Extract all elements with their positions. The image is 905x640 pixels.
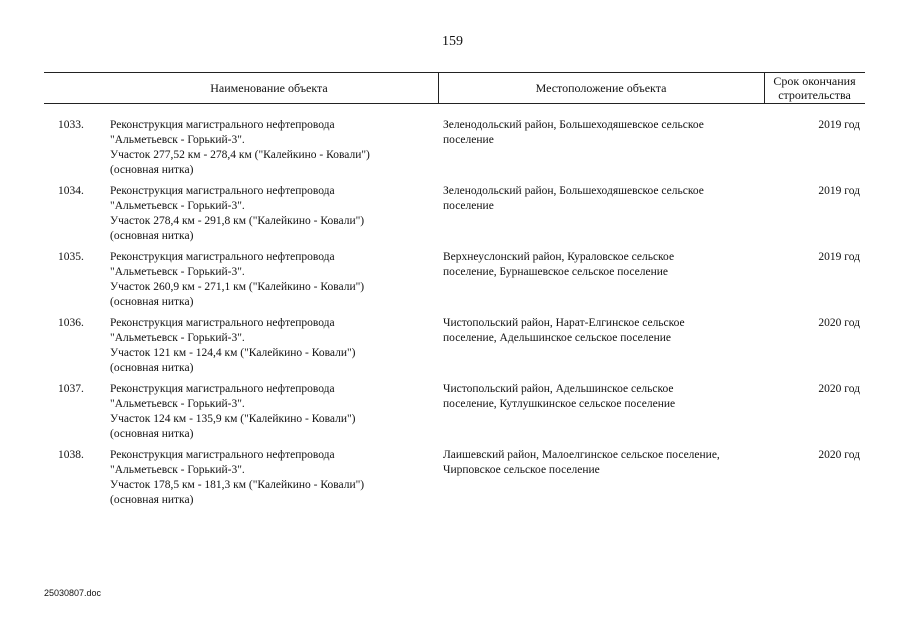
header-location: Местоположение объекта (535, 81, 667, 95)
object-name (110, 250, 430, 310)
object-location-line: поселение (443, 200, 494, 212)
row-number: 1038. (58, 449, 84, 461)
object-name-line: (основная нитка) (110, 428, 194, 440)
object-location-line: поселение (443, 134, 494, 146)
object-name-line: Участок 124 км - 135,9 км ("Калейкино - Ковали") (110, 413, 356, 425)
object-location (443, 316, 763, 346)
row-number: 1036. (58, 317, 84, 329)
construction-deadline: 2019 год (818, 119, 860, 131)
object-location-line: Чистопольский район, Нарат-Елгинское сельское (443, 317, 685, 329)
object-name-line: Реконструкция магистрального нефтепровода (110, 185, 335, 197)
row-number: 1037. (58, 383, 84, 395)
object-name-line: (основная нитка) (110, 164, 194, 176)
object-location (443, 184, 763, 214)
construction-deadline: 2019 год (818, 251, 860, 263)
header-deadline-line2: строительства (778, 88, 851, 102)
object-name-line: Участок 278,4 км - 291,8 км ("Калейкино - Ковали") (110, 215, 365, 227)
object-name-line: Реконструкция магистрального нефтепровода (110, 317, 335, 329)
object-name-line: Участок 121 км - 124,4 км ("Калейкино - Ковали") (110, 347, 356, 359)
object-name-line: "Альметьевск - Горький-3". (110, 134, 245, 146)
object-name (110, 316, 430, 376)
object-name (110, 448, 430, 508)
object-location (443, 250, 763, 280)
object-name-line: (основная нитка) (110, 362, 194, 374)
object-name-line: Реконструкция магистрального нефтепровода (110, 449, 335, 461)
row-number: 1034. (58, 185, 84, 197)
header-name: Наименование объекта (210, 81, 328, 95)
object-location-line: Зеленодольский район, Большеходяшевское сельское (443, 119, 704, 131)
header-deadline (764, 74, 865, 102)
object-name (110, 184, 430, 244)
object-name-line: Участок 178,5 км - 181,3 км ("Калейкино - Ковали") (110, 479, 365, 491)
object-name (110, 382, 430, 442)
row-number: 1035. (58, 251, 84, 263)
object-location (443, 118, 763, 148)
object-name-line: Участок 260,9 км - 271,1 км ("Калейкино - Ковали") (110, 281, 365, 293)
object-name-line: (основная нитка) (110, 230, 194, 242)
object-name-line: Реконструкция магистрального нефтепровода (110, 383, 335, 395)
object-name-line: "Альметьевск - Горький-3". (110, 464, 245, 476)
object-location-line: поселение, Бурнашевское сельское поселение (443, 266, 669, 278)
construction-deadline: 2019 год (818, 185, 860, 197)
header-deadline-line1: Срок окончания (773, 74, 856, 88)
object-name-line: "Альметьевск - Горький-3". (110, 398, 245, 410)
object-location-line: Чирповское сельское поселение (443, 464, 600, 476)
object-name-line: Участок 277,52 км - 278,4 км ("Калейкино - Ковали") (110, 149, 370, 161)
construction-deadline: 2020 год (818, 317, 860, 329)
object-name-line: "Альметьевск - Горький-3". (110, 200, 245, 212)
header-bottom-rule (44, 103, 865, 104)
object-location-line: Зеленодольский район, Большеходяшевское сельское (443, 185, 704, 197)
object-location (443, 382, 763, 412)
object-location-line: Чистопольский район, Адельшинское сельское (443, 383, 674, 395)
object-name-line: (основная нитка) (110, 296, 194, 308)
object-name-line: "Альметьевск - Горький-3". (110, 332, 245, 344)
object-location-line: Верхнеуслонский район, Кураловское сельское (443, 251, 675, 263)
object-location-line: поселение, Кутлушкинское сельское поселение (443, 398, 676, 410)
object-name (110, 118, 430, 178)
object-location (443, 448, 763, 478)
object-name-line: "Альметьевск - Горький-3". (110, 266, 245, 278)
object-name-line: (основная нитка) (110, 494, 194, 506)
construction-deadline: 2020 год (818, 383, 860, 395)
object-location-line: поселение, Адельшинское сельское поселение (443, 332, 672, 344)
page-number: 159 (442, 34, 463, 49)
object-location-line: Лаишевский район, Малоелгинское сельское поселение, (443, 449, 720, 461)
header-top-rule (44, 72, 865, 73)
construction-deadline: 2020 год (818, 449, 860, 461)
row-number: 1033. (58, 119, 84, 131)
footer-file-name: 25030807.doc (44, 588, 102, 598)
object-name-line: Реконструкция магистрального нефтепровода (110, 119, 335, 131)
object-name-line: Реконструкция магистрального нефтепровода (110, 251, 335, 263)
